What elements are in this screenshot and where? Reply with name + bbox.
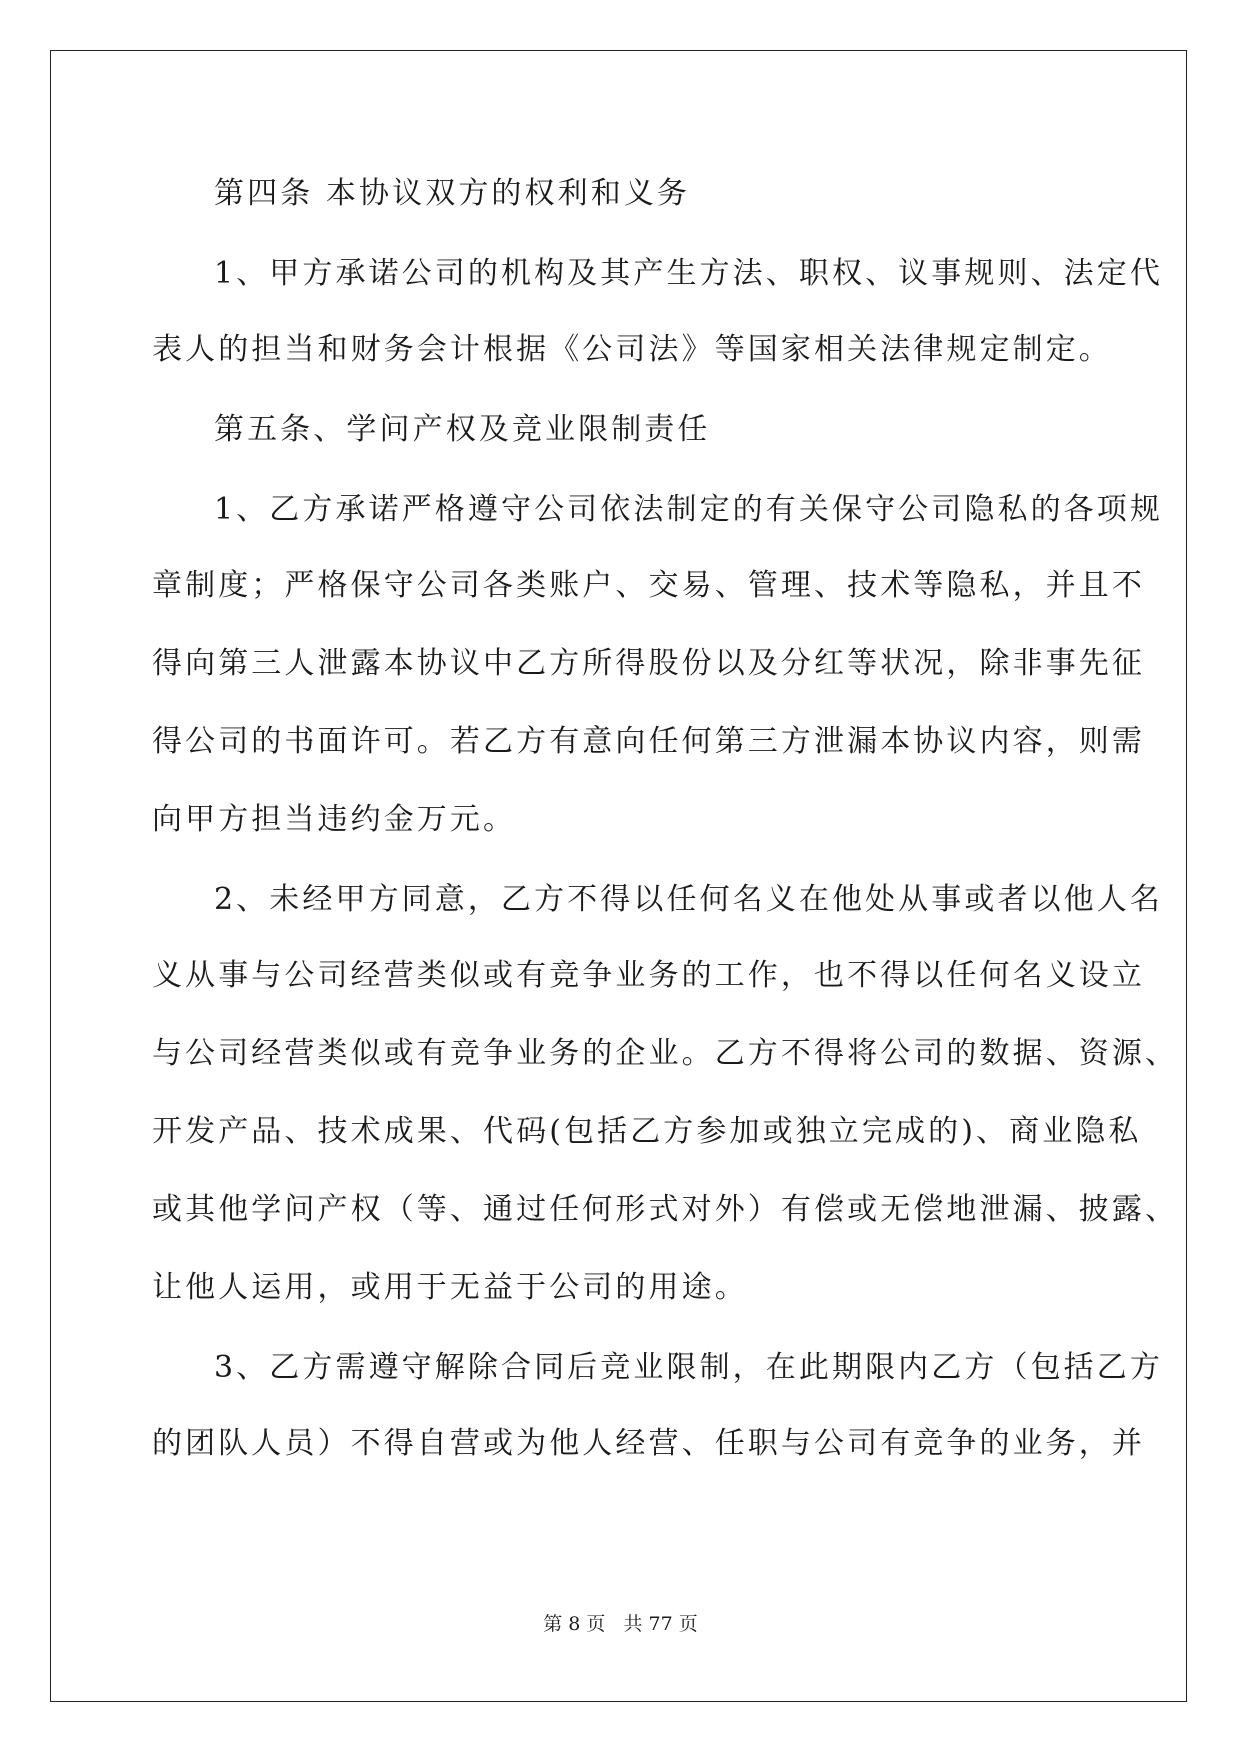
paragraph-line: 1、乙方承诺严格遵守公司依法制定的有关保守公司隐私的各项规 xyxy=(214,492,1163,527)
paragraph-line: 章制度；严格保守公司各类账户、交易、管理、技术等隐私，并且不 xyxy=(152,568,1145,603)
paragraph-line: 与公司经营类似或有竞争业务的企业。乙方不得将公司的数据、资源、 xyxy=(152,1036,1179,1071)
paragraph-line: 义从事与公司经营类似或有竞争业务的工作，也不得以任何名义设立 xyxy=(152,958,1145,993)
paragraph-line: 2、未经甲方同意，乙方不得以任何名义在他处从事或者以他人名 xyxy=(214,882,1163,917)
paragraph-line: 让他人运用，或用于无益于公司的用途。 xyxy=(152,1270,748,1305)
paragraph-line: 表人的担当和财务会计根据《公司法》等国家相关法律规定制定。 xyxy=(152,332,1112,367)
heading-article-5: 第五条、学问产权及竞业限制责任 xyxy=(214,412,711,447)
heading-article-4: 第四条 本协议双方的权利和义务 xyxy=(214,176,691,211)
paragraph-line: 1、甲方承诺公司的机构及其产生方法、职权、议事规则、法定代 xyxy=(214,256,1163,291)
paragraph-line: 或其他学问产权（等、通过任何形式对外）有偿或无偿地泄漏、披露、 xyxy=(152,1192,1179,1227)
paragraph-line: 3、乙方需遵守解除合同后竞业限制，在此期限内乙方（包括乙方 xyxy=(214,1350,1163,1385)
paragraph-line: 向甲方担当违约金万元。 xyxy=(152,802,517,837)
paragraph-line: 得公司的书面许可。若乙方有意向任何第三方泄漏本协议内容，则需 xyxy=(152,724,1145,759)
paragraph-line: 开发产品、技术成果、代码(包括乙方参加或独立完成的)、商业隐私 xyxy=(152,1114,1142,1149)
page-number-footer: 第 8 页 共 77 页 xyxy=(543,1613,698,1635)
paragraph-line: 的团队人员）不得自营或为他人经营、任职与公司有竞争的业务，并 xyxy=(152,1426,1145,1461)
paragraph-line: 得向第三人泄露本协议中乙方所得股份以及分红等状况，除非事先征 xyxy=(152,646,1145,681)
